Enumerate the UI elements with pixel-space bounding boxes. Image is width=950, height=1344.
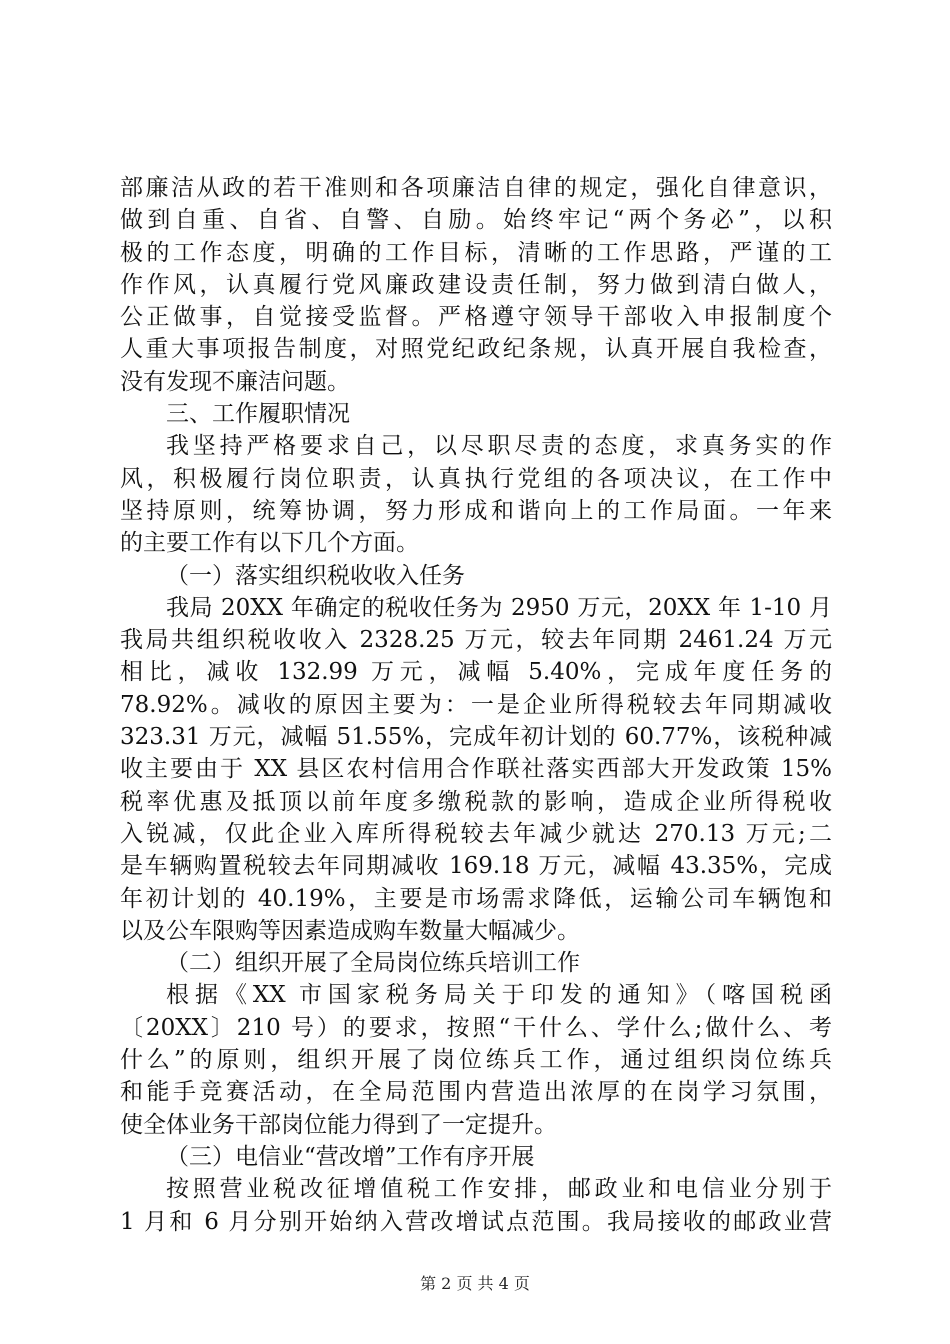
- text-line: （二）组织开展了全局岗位练兵培训工作: [166, 950, 580, 977]
- text-line: 坚持原则，统筹协调，努力形成和谐向上的工作局面。一年来: [120, 497, 832, 524]
- text-line: 323.31 万元，减幅 51.55%，完成年初计划的 60.77%，该税种减: [120, 724, 832, 751]
- text-line: 人重大事项报告制度，对照党纪政纪条规，认真开展自我检查，: [120, 336, 832, 363]
- text-line: （三）电信业“营改增”工作有序开展: [166, 1143, 535, 1170]
- text-line: 什么”的原则，组织开展了岗位练兵工作，通过组织岗位练兵: [120, 1047, 832, 1074]
- text-line: 我局 20XX 年确定的税收任务为 2950 万元，20XX 年 1-10 月: [166, 594, 832, 621]
- text-line: 我局共组织税收收入 2328.25 万元，较去年同期 2461.24 万元: [120, 627, 832, 654]
- text-line: 风，积极履行岗位职责，认真执行党组的各项决议，在工作中: [120, 465, 832, 492]
- text-line: 没有发现不廉洁问题。: [120, 368, 350, 395]
- text-line: （一）落实组织税收收入任务: [166, 562, 465, 589]
- text-line: 我坚持严格要求自己，以尽职尽责的态度，求真务实的作: [166, 433, 832, 460]
- text-line: 根据《XX 市国家税务局关于印发的通知》（喀国税函: [166, 982, 832, 1009]
- text-line: 〔20XX〕210 号）的要求，按照“干什么、学什么;做什么、考: [120, 1014, 832, 1041]
- document-body: [120, 172, 832, 1238]
- text-line: 部廉洁从政的若干准则和各项廉洁自律的规定，强化自律意识，: [120, 175, 832, 201]
- text-line: 作作风，认真履行党风廉政建设责任制，努力做到清白做人，: [120, 271, 832, 298]
- text-line: 做到自重、自省、自警、自励。始终牢记“两个务必”，以积: [120, 207, 832, 234]
- text-line: 按照营业税改征增值税工作安排，邮政业和电信业分别于: [166, 1176, 832, 1203]
- text-line: 和能手竞赛活动，在全局范围内营造出浓厚的在岗学习氛围，: [120, 1079, 832, 1106]
- text-line: 相比，减收 132.99 万元，减幅 5.40%，完成年度任务的: [120, 659, 832, 686]
- text-line: 公正做事，自觉接受监督。严格遵守领导干部收入申报制度个: [120, 304, 832, 331]
- text-line: 是车辆购置税较去年同期减收 169.18 万元，减幅 43.35%，完成: [120, 853, 832, 880]
- text-line: 极的工作态度，明确的工作目标，清晰的工作思路，严谨的工: [120, 239, 832, 266]
- text-line: 以及公车限购等因素造成购车数量大幅减少。: [120, 917, 580, 944]
- page-footer: 第 2 页 共 4 页: [420, 1274, 530, 1293]
- text-line: 1 月和 6 月分别开始纳入营改增试点范围。我局接收的邮政业营: [120, 1208, 832, 1235]
- text-line: 年初计划的 40.19%，主要是市场需求降低，运输公司车辆饱和: [120, 885, 832, 912]
- text-line: 入锐减，仅此企业入库所得税较去年减少就达 270.13 万元;二: [120, 820, 832, 847]
- text-line: 三、工作履职情况: [166, 401, 350, 428]
- text-line: 的主要工作有以下几个方面。: [120, 530, 419, 557]
- text-line: 78.92%。减收的原因主要为：一是企业所得税较去年同期减收: [120, 691, 832, 718]
- text-line: 使全体业务干部岗位能力得到了一定提升。: [120, 1111, 557, 1138]
- text-line: 收主要由于 XX 县区农村信用合作联社落实西部大开发政策 15%: [120, 756, 832, 783]
- text-line: 税率优惠及抵顶以前年度多缴税款的影响，造成企业所得税收: [120, 788, 832, 815]
